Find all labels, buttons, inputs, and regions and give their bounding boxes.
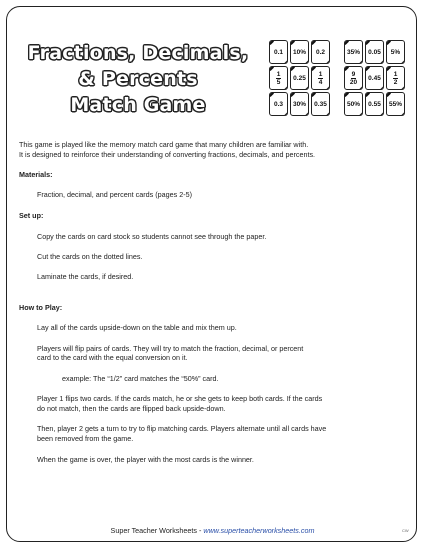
- card-sample: [311, 92, 330, 116]
- footer-brand: Super Teacher Worksheets -: [110, 526, 204, 535]
- card-sample: [386, 92, 405, 116]
- fraction-value: [318, 71, 324, 86]
- footer: [0, 526, 425, 535]
- card-sample: [344, 40, 363, 64]
- fraction-numerator: 9: [351, 70, 356, 78]
- fraction-value: [276, 71, 282, 86]
- fraction-denominator: 5: [276, 78, 281, 86]
- intro-line-2: It is designed to reinforce their understanding of converting fractions, decimals, and percents.: [19, 150, 316, 159]
- title-line-1: Fractions, Decimals,: [27, 42, 249, 64]
- card-value: 0.35: [314, 100, 327, 108]
- howto-example: example: The “1/2” card matches the “50%” card.: [62, 374, 219, 383]
- card-sample: [290, 66, 309, 90]
- setup-item: Copy the cards on card stock so students cannot see through the paper.: [37, 232, 267, 241]
- howto-paragraph: Players will flip pairs of cards. They will try to match the fraction, decimal, or percent: [37, 344, 304, 353]
- card-value: 10%: [292, 48, 306, 56]
- title-line-2: & Percents: [78, 68, 198, 90]
- howto-paragraph: do not match, then the cards are flipped back upside-down.: [37, 404, 226, 413]
- card-sample: [386, 66, 405, 90]
- howto-paragraph: been removed from the game.: [37, 434, 134, 443]
- fraction-value: [393, 71, 399, 86]
- card-sample: [311, 40, 330, 64]
- card-sample: [269, 92, 288, 116]
- footer-url-link[interactable]: www.superteacherworksheets.com: [203, 526, 315, 535]
- card-sample: [269, 40, 288, 64]
- card-value: 0.25: [293, 74, 306, 82]
- card-value: 55%: [388, 100, 402, 108]
- card-value: 0.3: [273, 100, 284, 108]
- card-sample: [386, 40, 405, 64]
- fraction-numerator: 1: [318, 70, 323, 78]
- card-sample: [344, 92, 363, 116]
- fraction-denominator: 4: [318, 78, 323, 86]
- card-value: 35%: [346, 48, 360, 56]
- intro-line-1: This game is played like the memory match card game that many children are familiar with.: [19, 140, 309, 149]
- fraction-numerator: 1: [393, 70, 398, 78]
- card-sample: [365, 92, 384, 116]
- card-sample: [290, 92, 309, 116]
- card-value: 0.2: [315, 48, 326, 56]
- card-value: 50%: [346, 100, 360, 108]
- howto-paragraph: Then, player 2 gets a turn to try to flip matching cards. Players alternate until all cards have: [37, 424, 327, 433]
- page-title: [14, 40, 262, 118]
- howto-heading: How to Play:: [19, 303, 63, 312]
- card-sample: [311, 66, 330, 90]
- card-sample: [290, 40, 309, 64]
- setup-heading: Set up:: [19, 211, 44, 220]
- card-value: 5%: [390, 48, 401, 56]
- card-value: 0.05: [368, 48, 381, 56]
- fraction-denominator: 20: [349, 78, 358, 86]
- card-value: 0.55: [368, 100, 381, 108]
- card-value: 0.1: [273, 48, 284, 56]
- card-sample: [269, 66, 288, 90]
- fraction-denominator: 2: [393, 78, 398, 86]
- fraction-numerator: 1: [276, 70, 281, 78]
- card-sample: [365, 40, 384, 64]
- card-sample-set-right: [344, 40, 405, 116]
- card-sample: [365, 66, 384, 90]
- howto-paragraph: Lay all of the cards upside-down on the table and mix them up.: [37, 323, 237, 332]
- title-line-3: Match Game: [70, 94, 206, 116]
- card-value: 0.45: [368, 74, 381, 82]
- setup-item: Cut the cards on the dotted lines.: [37, 252, 143, 261]
- fraction-value: [350, 71, 357, 86]
- howto-paragraph: card to the card with the equal conversion on it.: [37, 353, 188, 362]
- howto-paragraph: Player 1 flips two cards. If the cards match, he or she gets to keep both cards. If the cards: [37, 394, 323, 403]
- setup-item: Laminate the cards, if desired.: [37, 272, 134, 281]
- card-sample-set-left: [269, 40, 330, 116]
- materials-heading: Materials:: [19, 170, 53, 179]
- card-value: 30%: [292, 100, 306, 108]
- footer-code: CW: [402, 528, 409, 533]
- card-sample: [344, 66, 363, 90]
- howto-paragraph: When the game is over, the player with the most cards is the winner.: [37, 455, 254, 464]
- materials-text: Fraction, decimal, and percent cards (pages 2-5): [37, 190, 193, 199]
